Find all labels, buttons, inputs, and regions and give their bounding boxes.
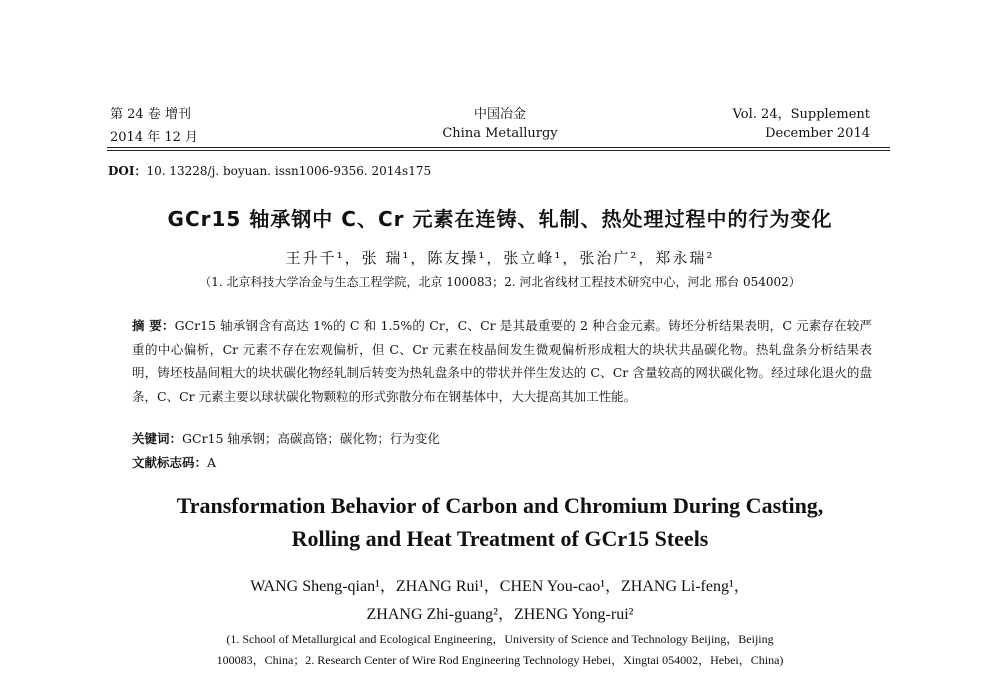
journal-name-cn: 中国冶金: [473, 107, 526, 122]
authors-cn: 王升千¹，张 瑞¹，陈友操¹，张立峰¹，张治广²，郑永瑞²: [285, 249, 715, 267]
authors-en-line1: WANG Sheng-qian¹，ZHANG Rui¹，CHEN You-cao¹，ZHANG Li-feng¹，: [250, 578, 750, 595]
doi-value[interactable]: 10. 13228/j. boyuan. issn1006-9356. 2014s175: [146, 164, 432, 178]
document-code-label: 文献标志码：: [132, 455, 208, 470]
keywords-text: GCr15 轴承钢；高碳高铬；碳化物；行为变化: [182, 431, 440, 446]
doi-line: [108, 162, 431, 179]
paper-title-en-line2: Rolling and Heat Treatment of GCr15 Steels: [291, 526, 709, 551]
document-code-value: A: [207, 455, 217, 470]
header-rule-bottom: [107, 150, 890, 151]
document-code-line: [132, 453, 216, 471]
paper-title-en-line1: Transformation Behavior of Carbon and Chromium During Casting,: [176, 493, 824, 518]
paper-title-cn: GCr15 轴承钢中 C、Cr 元素在连铸、轧制、热处理过程中的行为变化: [167, 207, 833, 231]
doi-label: DOI：: [108, 164, 147, 178]
affiliation-en: [0, 629, 1000, 671]
affiliation-en-line2: 100083，China；2. Research Center of Wire Rod Engineering Technology Hebei，Xingtai 054002，Hebei，China): [216, 653, 784, 667]
abstract-text: GCr15 轴承钢含有高达 1%的 C 和 1.5%的 Cr，C、Cr 是其最重要的 2 种合金元素。铸坯分析结果表明，C 元素存在较严重的中心偏析，Cr 元素不存在宏观偏析，但 C、Cr 元素在枝晶间发生微观偏析形成粗大的块状共晶碳化物。热轧盘条分析结果表明，铸坯枝晶间粗大的块状碳化物经轧制后转变为热轧盘条中的带状并伴生发达的 C、Cr 含量较高的网状碳化物。经过球化退火的盘条，C、Cr 元素主要以球状碳化物颗粒的形式弥散分布在钢基体中，大大提高其加工性能。: [132, 318, 872, 404]
affiliation-cn: （1. 北京科技大学冶金与生态工程学院，北京 100083；2. 河北省线材工程技术研究中心，河北 邢台 054002）: [199, 275, 801, 289]
keywords-label: 关键词：: [132, 431, 183, 446]
abstract-label: 摘 要：: [132, 318, 175, 333]
issue-date-en: December 2014: [765, 126, 870, 141]
keywords-line: [132, 429, 440, 447]
abstract-cn: [132, 314, 872, 408]
authors-en: [0, 573, 1000, 629]
authors-en-line2: ZHANG Zhi-guang²，ZHENG Yong-rui²: [366, 606, 634, 623]
affiliation-en-line1: (1. School of Metallurgical and Ecological Engineering，University of Science and Technology Beijing，Beijing: [226, 632, 774, 646]
header-rule-top: [107, 147, 890, 148]
issue-date-cn: 2014 年 12 月: [110, 130, 199, 145]
volume-issue: 第 24 卷 增刊: [110, 107, 191, 122]
paper-title-en: [0, 489, 1000, 555]
volume-issue-en: Vol. 24，Supplement: [732, 107, 870, 122]
journal-name-en: China Metallurgy: [442, 126, 558, 141]
